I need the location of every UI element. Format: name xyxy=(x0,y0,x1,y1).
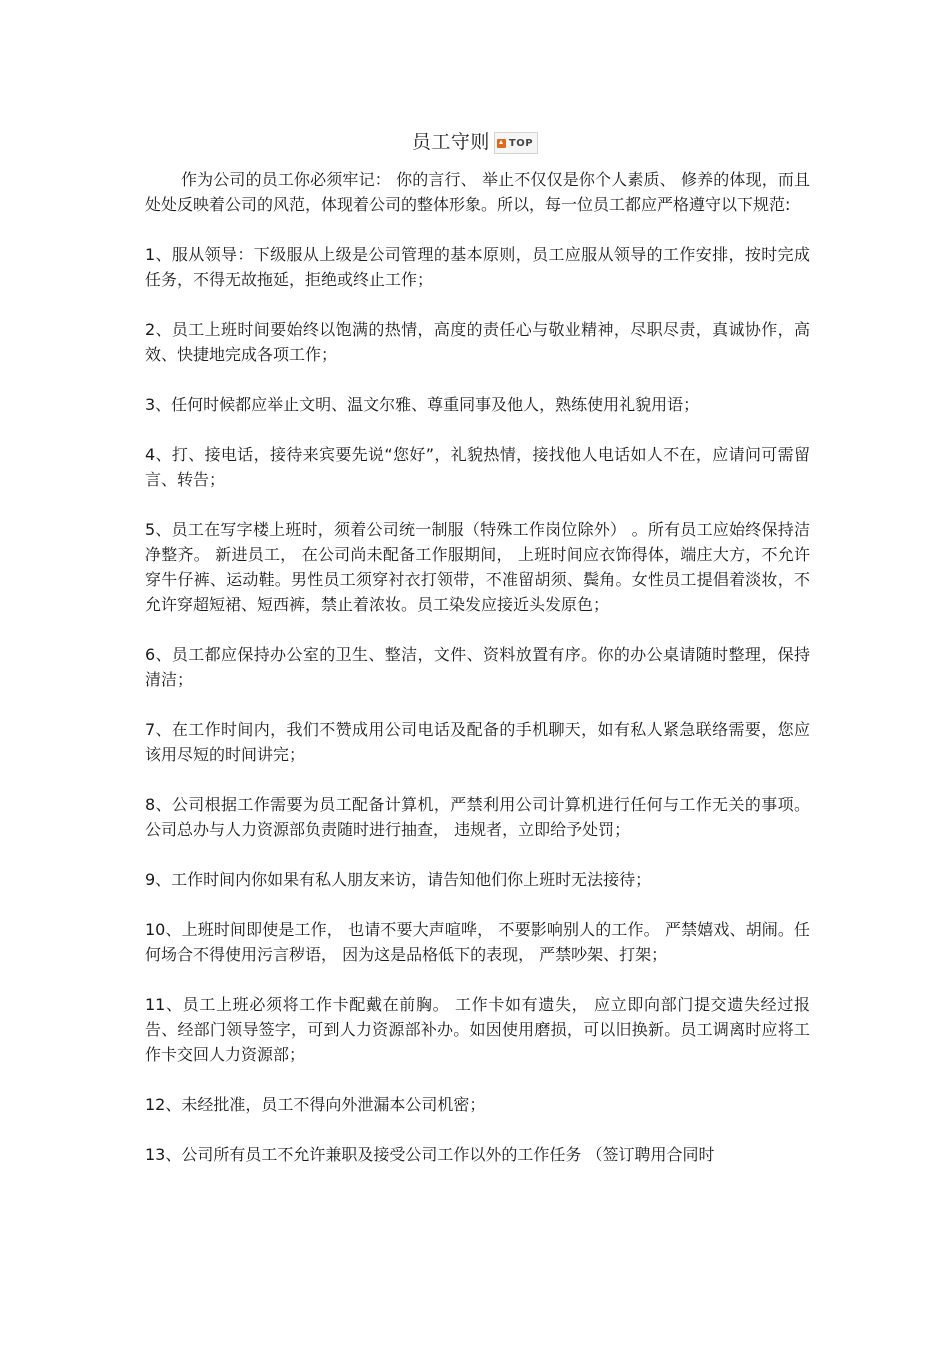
top-label: TOP xyxy=(508,137,534,149)
rule-item: 7、在工作时间内，我们不赞成用公司电话及配备的手机聊天，如有私人紧急联络需要，您应该用尽短的时间讲完； xyxy=(145,720,810,764)
page-title: 员工守则 xyxy=(411,131,490,153)
rule-item: 3、任何时候都应举止文明、温文尔雅、尊重同事及他人，熟练使用礼貌用语； xyxy=(145,395,700,414)
title-row xyxy=(0,127,950,157)
rule-item: 6、员工都应保持办公室的卫生、整洁，文件、资料放置有序。你的办公桌请随时整理，保持清洁； xyxy=(145,645,810,689)
rule-item: 5、员工在写字楼上班时，须着公司统一制服（特殊工作岗位除外） 。所有员工应始终保持洁净整齐。 新进员工， 在公司尚未配备工作服期间， 上班时间应衣饰得体，端庄大方，不允许穿牛仔裤、运动鞋。男性员工须穿衬衣打领带，不准留胡须、鬓角。女性员工提倡着淡妆，不允许穿超短裙、短西裤，禁止着浓妆。员工染发应接近头发原色； xyxy=(145,520,810,614)
rule-item: 10、上班时间即使是工作， 也请不要大声喧哗， 不要影响别人的工作。 严禁嬉戏、胡闹。任何场合不得使用污言秽语， 因为这是品格低下的表现， 严禁吵架、打架； xyxy=(145,920,810,964)
rule-item: 9、工作时间内你如果有私人朋友来访，请告知他们你上班时无法接待； xyxy=(145,870,652,889)
rule-item: 1、服从领导：下级服从上级是公司管理的基本原则，员工应服从领导的工作安排，按时完成任务，不得无故拖延，拒绝或终止工作； xyxy=(145,245,810,289)
rule-item: 13、公司所有员工不允许兼职及接受公司工作以外的工作任务 （签订聘用合同时 xyxy=(145,1145,715,1164)
rule-item: 2、员工上班时间要始终以饱满的热情，高度的责任心与敬业精神，尽职尽责，真诚协作，高效、快捷地完成各项工作； xyxy=(145,320,810,364)
rule-item: 4、打、接电话，接待来宾要先说“您好”，礼貌热情，接找他人电话如人不在，应请问可需留言、转告； xyxy=(145,445,810,489)
intro-paragraph: 作为公司的员工你必须牢记： 你的言行、 举止不仅仅是你个人素质、 修养的体现，而且处处反映着公司的风范，体现着公司的整体形象。所以，每一位员工都应严格遵守以下规范: xyxy=(145,170,810,214)
rule-item: 11、员工上班必须将工作卡配戴在前胸。 工作卡如有遗失， 应立即向部门提交遗失经过报告、经部门领导签字，可到人力资源部补办。如因使用磨损，可以旧换新。员工调离时应将工作卡交回人力资源部； xyxy=(145,995,810,1064)
document-body xyxy=(145,167,810,1192)
rule-item: 8、公司根据工作需要为员工配备计算机，严禁利用公司计算机进行任何与工作无关的事项。公司总办与人力资源部负责随时进行抽查， 违规者，立即给予处罚； xyxy=(145,795,810,839)
arrow-up-icon xyxy=(497,139,506,148)
back-to-top-button[interactable] xyxy=(494,132,538,154)
rule-item: 12、未经批准，员工不得向外泄漏本公司机密； xyxy=(145,1095,486,1114)
